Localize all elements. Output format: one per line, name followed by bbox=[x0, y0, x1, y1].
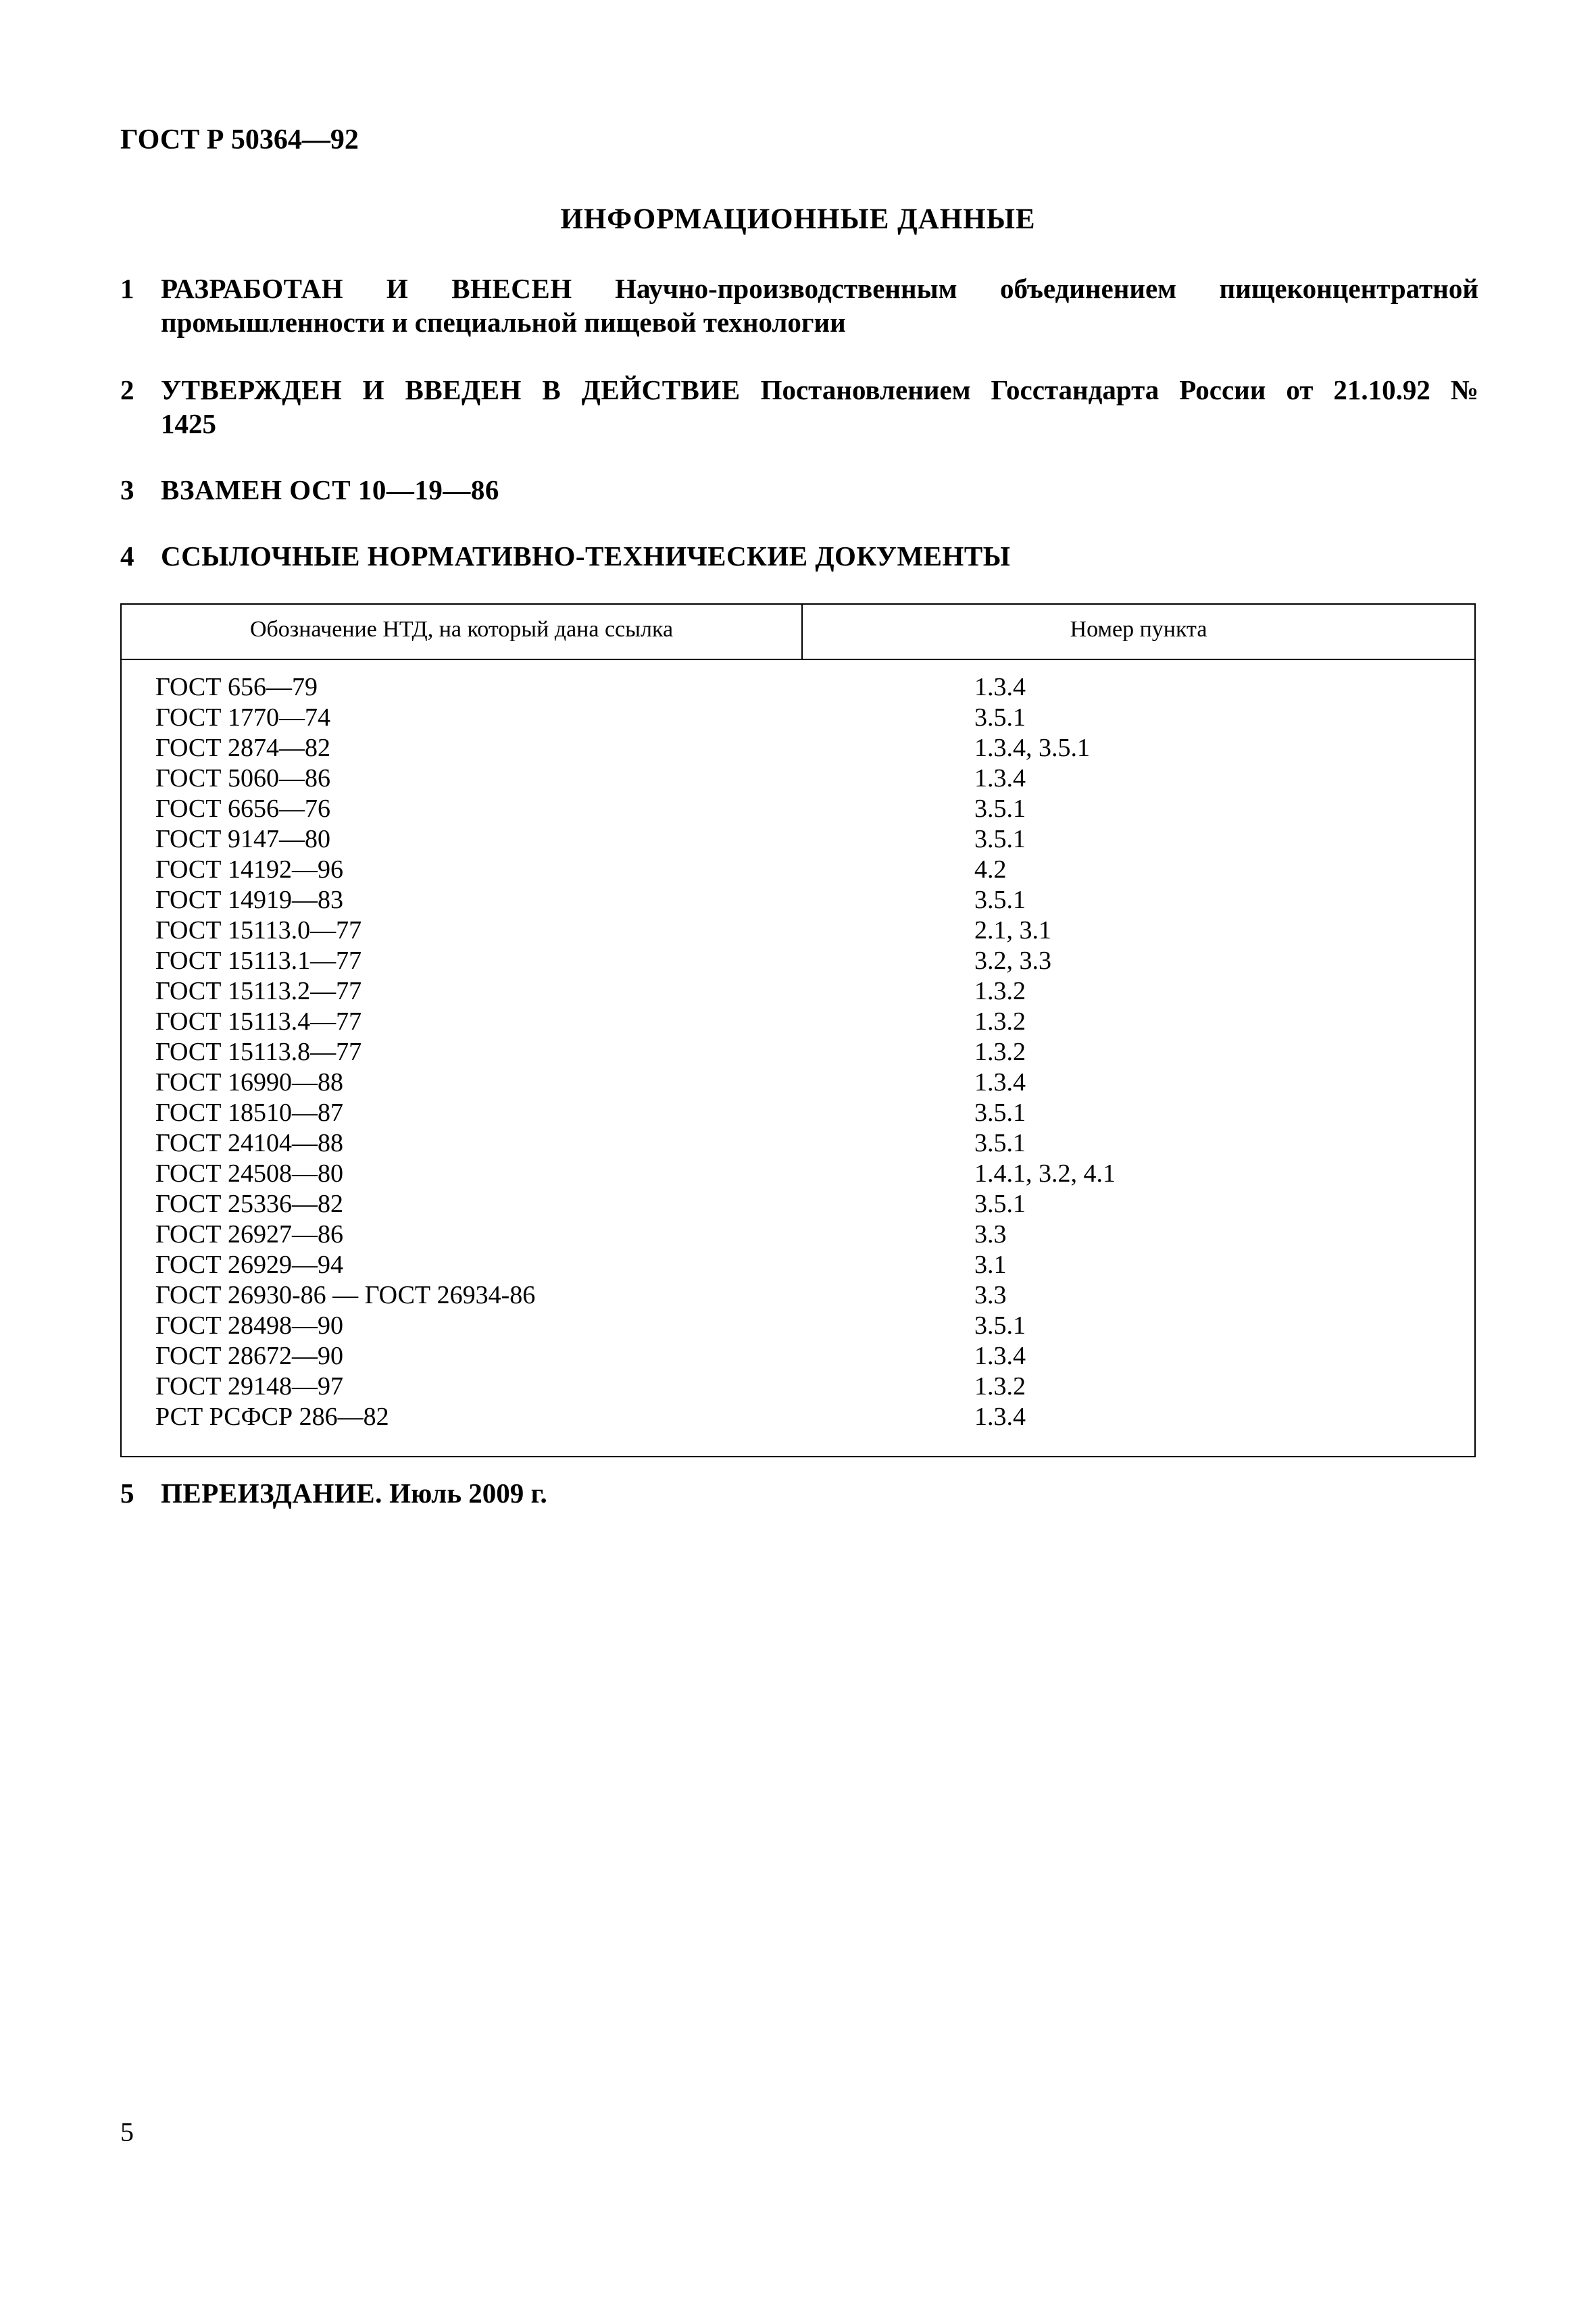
item-body bbox=[161, 373, 1478, 441]
cell-document: ГОСТ 656—79 bbox=[155, 673, 318, 701]
cell-clause: 3.5.1 bbox=[974, 1099, 1026, 1127]
cell-clause: 3.5.1 bbox=[974, 1190, 1026, 1218]
cell-document: ГОСТ 15113.2—77 bbox=[155, 977, 362, 1005]
cell-document: ГОСТ 28672—90 bbox=[155, 1342, 343, 1370]
cell-document: ГОСТ 15113.0—77 bbox=[155, 916, 362, 945]
table-row bbox=[122, 1159, 1474, 1189]
item-lead: УТВЕРЖДЕН И ВВЕДЕН В ДЕЙСТВИЕ bbox=[161, 374, 741, 405]
item-lead: ВЗАМЕН ОСТ 10—19—86 bbox=[161, 474, 499, 505]
cell-document: ГОСТ 14192—96 bbox=[155, 855, 343, 884]
cell-clause: 3.5.1 bbox=[974, 1311, 1026, 1340]
table-row bbox=[122, 703, 1474, 733]
item-number: 3 bbox=[120, 474, 134, 505]
cell-clause: 1.3.4 bbox=[974, 673, 1026, 701]
cell-clause: 3.3 bbox=[974, 1220, 1007, 1249]
item-approved bbox=[120, 373, 1478, 441]
table-row bbox=[122, 1250, 1474, 1280]
table-row bbox=[122, 1402, 1474, 1432]
cell-clause: 3.2, 3.3 bbox=[974, 947, 1051, 975]
cell-clause: 1.3.4, 3.5.1 bbox=[974, 734, 1090, 762]
table-body bbox=[122, 672, 1474, 1432]
cell-document: ГОСТ 5060—86 bbox=[155, 764, 330, 793]
item-number: 5 bbox=[120, 1478, 134, 1509]
table-row bbox=[122, 1189, 1474, 1219]
item-number: 2 bbox=[120, 374, 134, 405]
item-body bbox=[161, 272, 1478, 339]
table-row bbox=[122, 1007, 1474, 1037]
item-number: 4 bbox=[120, 540, 134, 572]
item-body bbox=[161, 539, 1478, 573]
page-number: 5 bbox=[120, 2117, 134, 2147]
cell-clause: 1.3.4 bbox=[974, 764, 1026, 793]
cell-document: ГОСТ 26927—86 bbox=[155, 1220, 343, 1249]
table-row bbox=[122, 1311, 1474, 1341]
cell-document: ГОСТ 24508—80 bbox=[155, 1159, 343, 1188]
item-lead: ССЫЛОЧНЫЕ НОРМАТИВНО-ТЕХНИЧЕСКИЕ ДОКУМЕНТЫ bbox=[161, 540, 1011, 572]
cell-document: ГОСТ 14919—83 bbox=[155, 886, 343, 914]
cell-clause: 1.3.2 bbox=[974, 1007, 1026, 1036]
cell-document: ГОСТ 25336—82 bbox=[155, 1190, 343, 1218]
cell-clause: 3.3 bbox=[974, 1281, 1007, 1309]
item-references bbox=[120, 539, 1478, 573]
cell-clause: 1.3.4 bbox=[974, 1342, 1026, 1370]
table-row bbox=[122, 672, 1474, 703]
cell-document: РСТ РСФСР 286—82 bbox=[155, 1403, 389, 1431]
item-text: Постановлением Госстандарта России от 21.10.92 № 1425 bbox=[161, 374, 1478, 439]
table-row bbox=[122, 1128, 1474, 1159]
table-row bbox=[122, 1098, 1474, 1128]
table-row bbox=[122, 1341, 1474, 1372]
table-row bbox=[122, 733, 1474, 763]
table-row bbox=[122, 855, 1474, 885]
table-row bbox=[122, 824, 1474, 855]
cell-document: ГОСТ 26930-86 — ГОСТ 26934-86 bbox=[155, 1281, 536, 1309]
table-row bbox=[122, 885, 1474, 915]
cell-clause: 3.1 bbox=[974, 1251, 1007, 1279]
item-replaces bbox=[120, 473, 1478, 507]
cell-document: ГОСТ 6656—76 bbox=[155, 795, 330, 823]
item-body bbox=[161, 1476, 1478, 1510]
cell-clause: 1.3.2 bbox=[974, 1038, 1026, 1066]
table-row bbox=[122, 1037, 1474, 1067]
cell-clause: 3.5.1 bbox=[974, 1129, 1026, 1157]
item-reissue bbox=[120, 1476, 1478, 1510]
cell-document: ГОСТ 28498—90 bbox=[155, 1311, 343, 1340]
column-header-document: Обозначение НТД, на который дана ссылка bbox=[249, 617, 674, 642]
cell-clause: 3.5.1 bbox=[974, 886, 1026, 914]
item-number: 1 bbox=[120, 273, 134, 304]
table-row bbox=[122, 976, 1474, 1007]
cell-document: ГОСТ 1770—74 bbox=[155, 703, 330, 732]
table-row bbox=[122, 1067, 1474, 1098]
cell-document: ГОСТ 16990—88 bbox=[155, 1068, 343, 1097]
document-code: ГОСТ Р 50364—92 bbox=[120, 124, 359, 155]
table-row bbox=[122, 794, 1474, 824]
cell-clause: 3.5.1 bbox=[974, 825, 1026, 853]
cell-clause: 1.3.2 bbox=[974, 977, 1026, 1005]
table-row bbox=[122, 915, 1474, 946]
cell-clause: 1.3.2 bbox=[974, 1372, 1026, 1401]
item-body bbox=[161, 473, 1478, 507]
item-developed bbox=[120, 272, 1478, 339]
cell-clause: 1.3.4 bbox=[974, 1068, 1026, 1097]
cell-document: ГОСТ 15113.8—77 bbox=[155, 1038, 362, 1066]
reference-table bbox=[120, 603, 1476, 1457]
cell-document: ГОСТ 24104—88 bbox=[155, 1129, 343, 1157]
cell-document: ГОСТ 15113.4—77 bbox=[155, 1007, 362, 1036]
cell-document: ГОСТ 2874—82 bbox=[155, 734, 330, 762]
item-lead: ПЕРЕИЗДАНИЕ. bbox=[161, 1478, 382, 1509]
header-rule bbox=[122, 659, 1474, 660]
cell-clause: 1.3.4 bbox=[974, 1403, 1026, 1431]
cell-clause: 2.1, 3.1 bbox=[974, 916, 1051, 945]
section-title: ИНФОРМАЦИОННЫЕ ДАННЫЕ bbox=[560, 203, 1036, 235]
table-row bbox=[122, 1372, 1474, 1402]
item-text: Научно-производственным объединением пищеконцентратной промышленности и специальной пищевой технологии bbox=[161, 273, 1479, 338]
cell-document: ГОСТ 29148—97 bbox=[155, 1372, 343, 1401]
cell-clause: 3.5.1 bbox=[974, 795, 1026, 823]
column-header-clause: Номер пункта bbox=[1070, 617, 1207, 642]
cell-document: ГОСТ 9147—80 bbox=[155, 825, 330, 853]
item-text: Июль 2009 г. bbox=[389, 1478, 547, 1509]
cell-document: ГОСТ 15113.1—77 bbox=[155, 947, 362, 975]
cell-clause: 3.5.1 bbox=[974, 703, 1026, 732]
table-row bbox=[122, 1280, 1474, 1311]
cell-clause: 4.2 bbox=[974, 855, 1007, 884]
table-row bbox=[122, 1219, 1474, 1250]
item-lead: РАЗРАБОТАН И ВНЕСЕН bbox=[161, 273, 572, 304]
cell-document: ГОСТ 26929—94 bbox=[155, 1251, 343, 1279]
table-row bbox=[122, 763, 1474, 794]
cell-clause: 1.4.1, 3.2, 4.1 bbox=[974, 1159, 1116, 1188]
cell-document: ГОСТ 18510—87 bbox=[155, 1099, 343, 1127]
table-row bbox=[122, 946, 1474, 976]
